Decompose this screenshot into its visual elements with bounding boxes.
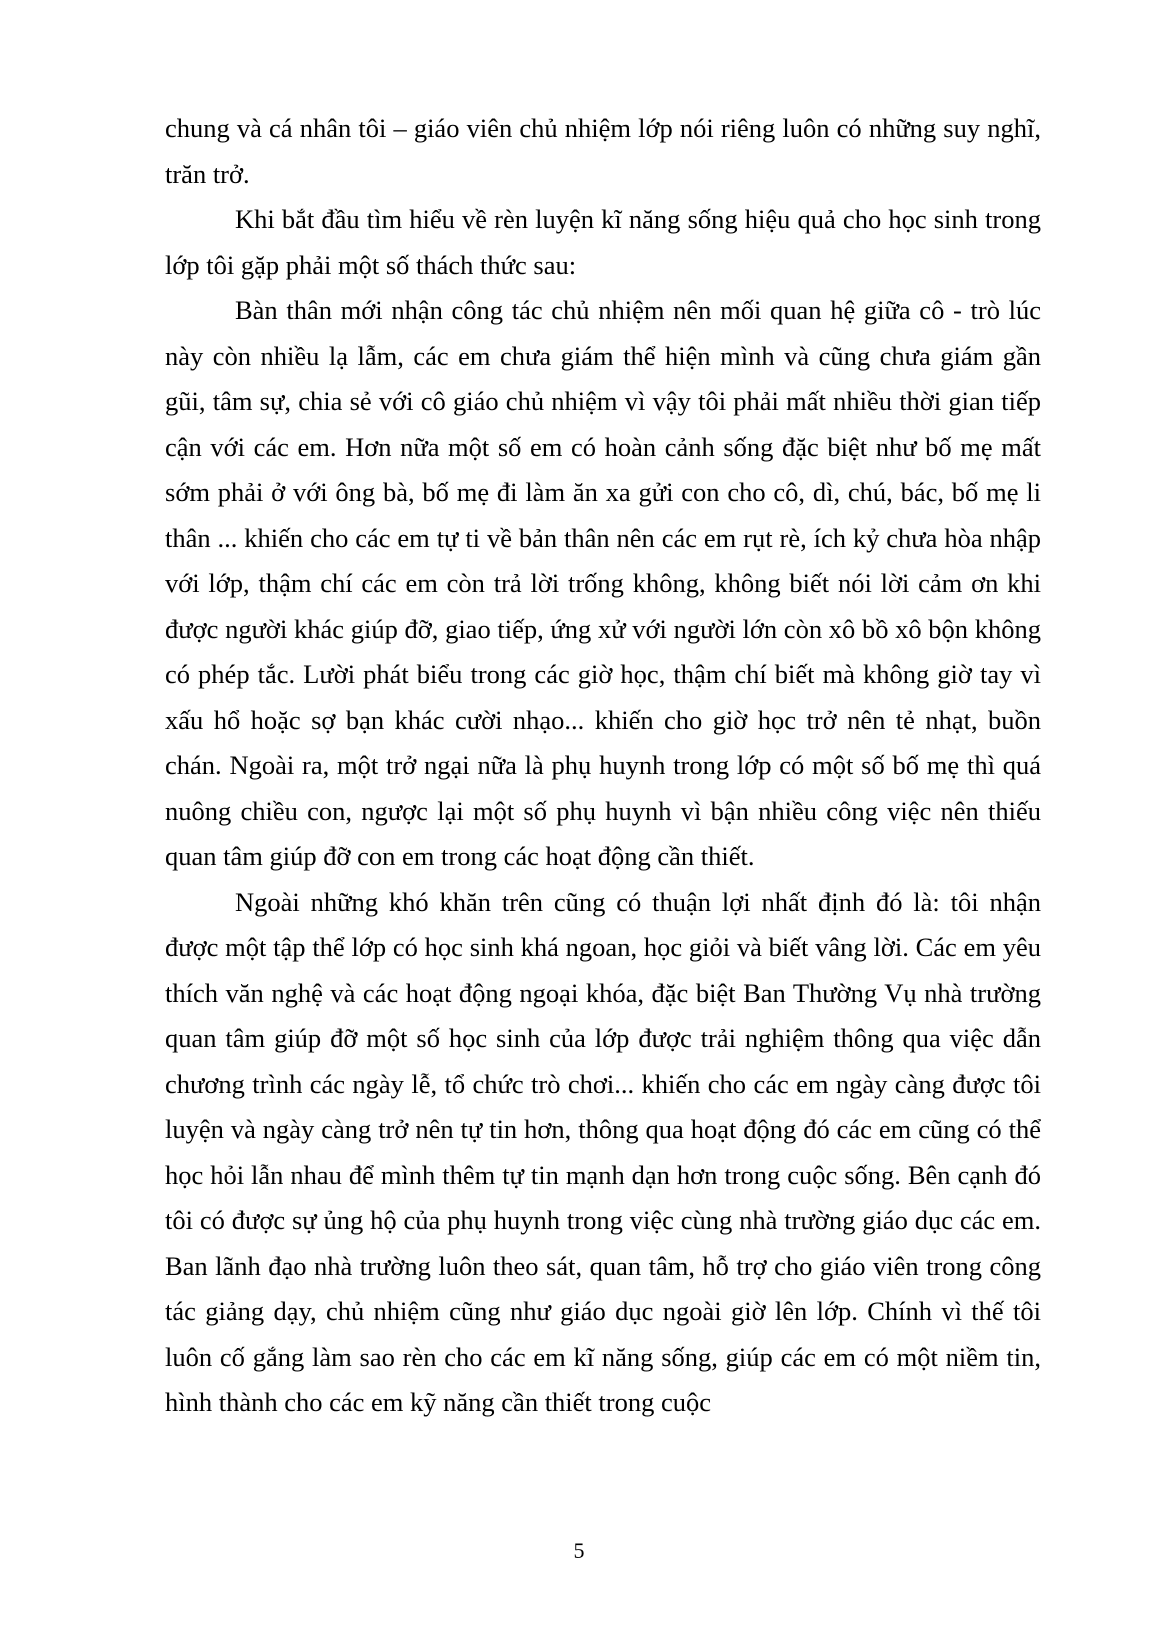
paragraph: chung và cá nhân tôi – giáo viên chủ nhiệm lớp nói riêng luôn có những suy nghĩ, trăn trở. <box>165 113 1041 189</box>
paragraph: Bàn thân mới nhận công tác chủ nhiệm nên mối quan hệ giữa cô - trò lúc này còn nhiều lạ lẫm, các em chưa giám thể hiện mình và cũng chưa giám gần gũi, tâm sự, chia sẻ với cô giáo chủ nhiệm vì vậy tôi phải mất nhiều thời gian tiếp cận với các em. Hơn nữa một số em có hoàn cảnh sống đặc biệt như bố mẹ mất sớm phải ở với ông bà, bố mẹ đi làm ăn xa gửi con cho cô, dì, chú, bác, bố mẹ li thân ... khiến cho các em tự ti về bản thân nên các em rụt rè, ích kỷ chưa hòa nhập với lớp, thậm chí các em còn trả lời trống không, không biết nói lời cảm ơn khi được người khác giúp đỡ, giao tiếp, ứng xử với người lớn còn xô bồ xô bộn không có phép tắc. Lười phát biểu trong các giờ học, thậm chí biết mà không giờ tay vì xấu hổ hoặc sợ bạn khác cười nhạo... khiến cho giờ học trở nên tẻ nhạt, buồn chán. Ngoài ra, một trở ngại nữa là phụ huynh trong lớp có một số bố mẹ thì quá nuông chiều con, ngược lại một số phụ huynh vì bận nhiều công việc nên thiếu quan tâm giúp đỡ con em trong các hoạt động cần thiết. <box>165 295 1041 871</box>
page-number: 5 <box>573 1538 585 1563</box>
paragraph: Khi bắt đầu tìm hiểu về rèn luyện kĩ năng sống hiệu quả cho học sinh trong lớp tôi gặp phải một số thách thức sau: <box>165 204 1041 280</box>
body-text <box>165 106 1041 1426</box>
paragraph: Ngoài những khó khăn trên cũng có thuận lợi nhất định đó là: tôi nhận được một tập thể lớp có học sinh khá ngoan, học giỏi và biết vâng lời. Các em yêu thích văn nghệ và các hoạt động ngoại khóa, đặc biệt Ban Thường Vụ nhà trường quan tâm giúp đỡ một số học sinh của lớp được trải nghiệm thông qua việc dẫn chương trình các ngày lễ, tổ chức trò chơi... khiến cho các em ngày càng được tôi luyện và ngày càng trở nên tự tin hơn, thông qua hoạt động đó các em cũng có thể học hỏi lẫn nhau để mình thêm tự tin mạnh dạn hơn trong cuộc sống. Bên cạnh đó tôi có được sự ủng hộ của phụ huynh trong việc cùng nhà trường giáo dục các em. Ban lãnh đạo nhà trường luôn theo sát, quan tâm, hỗ trợ cho giáo viên trong công tác giảng dạy, chủ nhiệm cũng như giáo dục ngoài giờ lên lớp. Chính vì thế tôi luôn cố gắng làm sao rèn cho các em kĩ năng sống, giúp các em có một niềm tin, hình thành cho các em kỹ năng cần thiết trong cuộc <box>165 886 1041 1417</box>
